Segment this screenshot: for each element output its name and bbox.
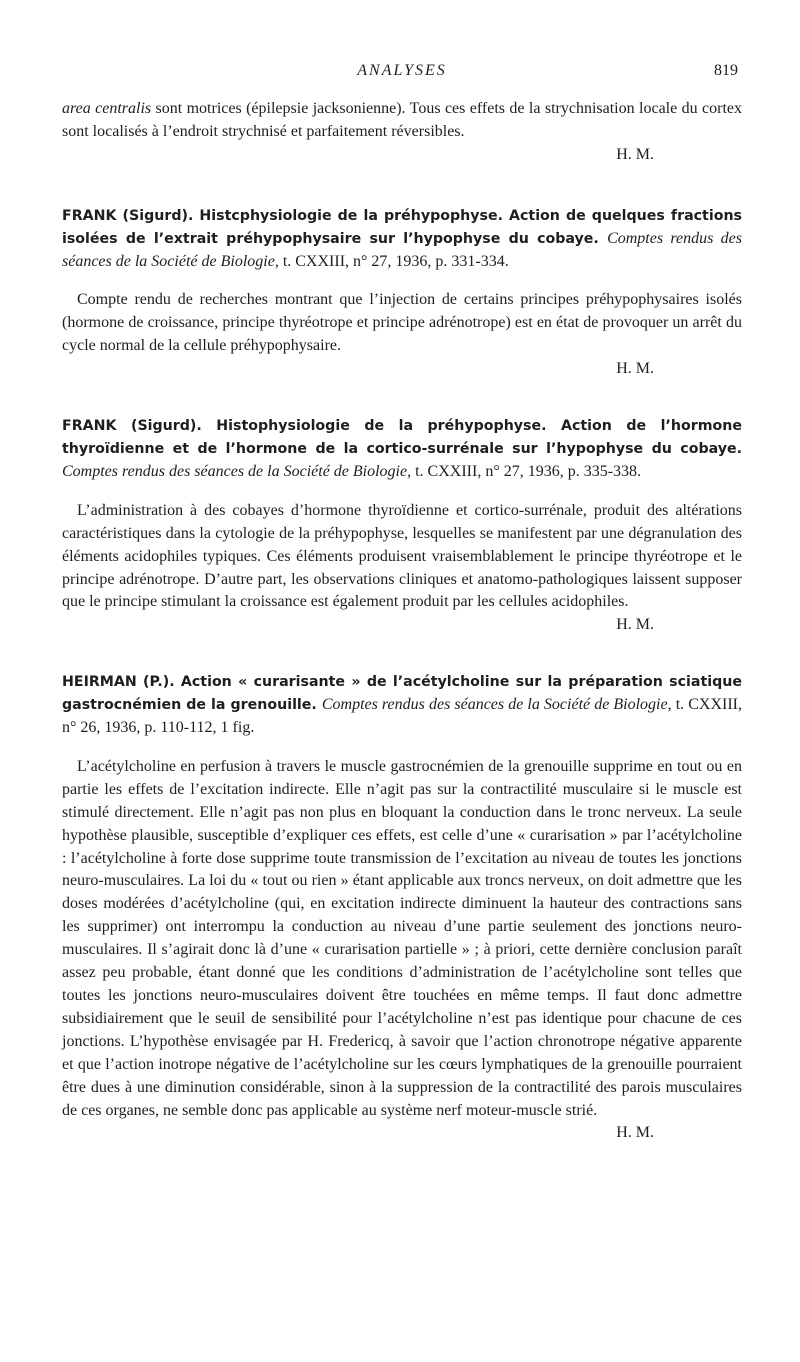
entry-title: FRANK (Sigurd). Histcphysiologie de la préhypophyse. Action de quelques fractions isolées de l’extrait préhypophysaire sur l’hypophyse du cobaye. [62, 207, 742, 247]
intro-text: sont motrices (épilepsie jacksonienne). Tous ces effets de la strychnisation locale du cortex sont localisés à l’endroit strychnisé et parfaitement réversibles. [62, 100, 742, 140]
entry-title: FRANK (Sigurd). Histophysiologie de la préhypophyse. Action de l’hormone thyroïdienne et de l’hormone de la cortico-surrénale sur l’hypophyse du cobaye. [62, 418, 742, 457]
entry-heading [62, 205, 742, 274]
intro-signature: H. M. [616, 145, 654, 163]
intro-paragraph [62, 98, 742, 144]
entry-signature: H. M. [616, 616, 654, 634]
intro-italic: area centralis [62, 100, 152, 117]
entry-source-italic: Comptes rendus des séances de la Société de Biologie, [62, 462, 412, 480]
entry-heading [62, 671, 742, 740]
spacer [62, 273, 742, 289]
running-title: ANALYSES [357, 62, 447, 79]
entry-source-italic: Comptes rendus des séances de la Société de Biologie, [321, 696, 672, 714]
entry-source-italic: Comptes rendus des séances de la Société de Biologie, [62, 229, 742, 270]
entry-signature: H. M. [616, 1124, 654, 1142]
spacer [62, 484, 742, 500]
spacer [62, 381, 742, 415]
entry-2 [62, 415, 742, 637]
entry-title: HEIRMAN (P.). Action « curarisante » de l’acétylcholine sur la préparation sciatique gastrocnémien de la grenouille. [62, 674, 742, 714]
entry-body: L’acétylcholine en perfusion à travers le muscle gastrocnémien de la grenouille supprime en tout ou en partie les effets de l’excitation indirecte. Elle n’agit pas sur la contractilité musculaire si le muscle est stimulé directement. Elle n’agit pas non plus en bloquant la conduction dans le tronc nerveux. La seule hypothèse plausible, susceptible d’expliquer ces effets, est celle d’une « curarisation » par l’acétylcholine : l’acétylcholine à forte dose supprime toute transmission de l’excitation au niveau de toutes les jonctions neuro-musculaires. La loi du « tout ou rien » étant applicable aux troncs nerveux, on doit admettre que les doses modérées d’acétylcholine (qui, en excitation indirecte diminuent la hauteur des contractions sans les supprimer) ont interrompu la conduction au niveau d’une partie seulement des jonctions neuro-musculaires. Il s’agirait donc là d’une « curarisation partielle » ; à priori, cette dernière conclusion paraît assez peu probable, étant donné que les conditions d’administration de l’acétylcholine sont telles que toutes les jonctions neuro-musculaires doivent être touchées en même temps. Il faut donc admettre subsidiairement que le seuil de sensibilité pour l’acétylcholine n’est pas identique pour chacune de ces jonctions. L’hypothèse envisagée par H. Fredericq, à savoir que l’action chronotrope négative apparente et que l’action inotrope négative de l’acétylcholine sur les cœurs lymphatiques de la grenouille pourraient être dues à une diminution considérable, sinon à la suppression de la contractilité des parois musculaires de ces organes, ne semble donc pas applicable au système nerf moteur-muscle strié. [62, 757, 742, 1119]
spacer [62, 740, 742, 756]
entry-source: t. CXXIII, n° 27, 1936, p. 331-334. [278, 252, 509, 270]
entry-source: t. CXXIII, n° 27, 1936, p. 335-338. [411, 462, 642, 480]
entry-signature: H. M. [616, 360, 654, 378]
spacer [62, 637, 742, 671]
page-body [62, 98, 742, 1145]
entry-1 [62, 205, 742, 381]
entry-3 [62, 671, 742, 1145]
entry-body: L’administration à des cobayes d’hormone thyroïdienne et cortico-surrénale, produit des altérations caractéristiques dans la cytologie de la préhypophyse, lesquelles se manifestent par une dégranulation des éléments acidophiles typiques. Ces éléments produisent vraisemblablement le principe thyréotrope et le principe adrénotrope. D’autre part, les observations cliniques et anatomo-pathologiques laissent supposer que le principe stimulant la croissance est également produit par les cellules acidophiles. [62, 501, 742, 611]
entry-source: t. CXXIII, n° 26, 1936, p. 110-112, 1 fig. [62, 696, 742, 737]
entry-body: Compte rendu de recherches montrant que l’injection de certains principes préhypophysaires isolés (hormone de croissance, principe thyréotrope et principe adrénotrope) est en état de provoquer un arrêt du cycle normal de la cellule préhypophysaire. [62, 291, 742, 355]
page-header [62, 62, 742, 88]
entry-heading [62, 415, 742, 484]
spacer [62, 167, 742, 205]
page-number: 819 [714, 62, 738, 79]
